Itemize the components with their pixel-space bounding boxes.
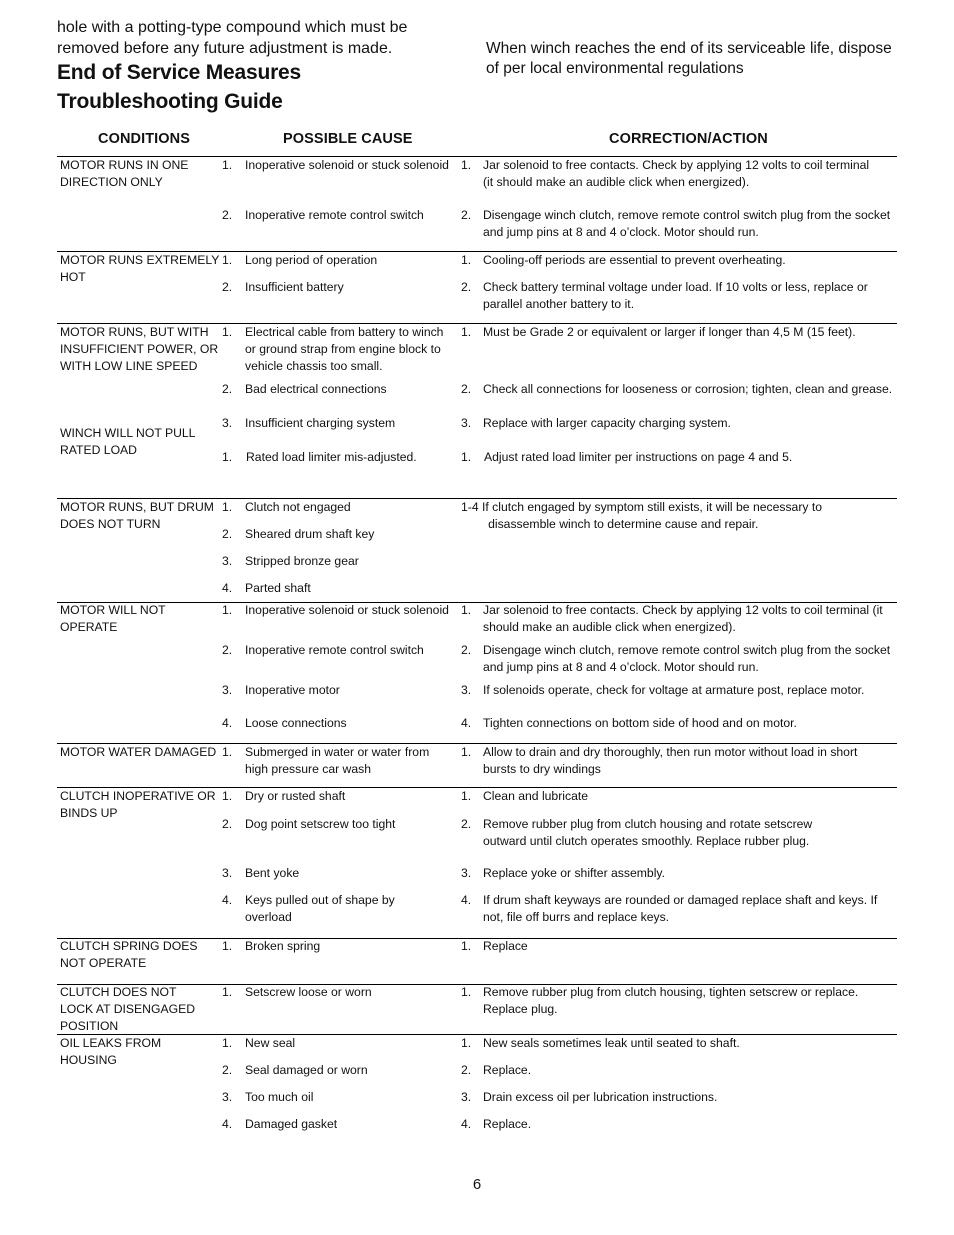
cause-number: 1. [222, 158, 233, 172]
cause-cell: Inoperative solenoid or stuck solenoid [245, 158, 449, 172]
cause-number: 1. [222, 985, 233, 999]
action-number: 2. [461, 1063, 472, 1077]
action-cell: Remove rubber plug from clutch housing and rotate setscrew outward until clutch operates smoothly. Replace rubber plug. [483, 817, 813, 848]
action-cell: Jar solenoid to free contacts. Check by applying 12 volts to coil terminal (it should make an audible click when energized). [483, 158, 870, 189]
action-number: 1. [461, 253, 472, 267]
action-number: 2. [461, 382, 472, 396]
cause-number: 4. [222, 1117, 233, 1131]
page-number: 6 [472, 1176, 482, 1193]
condition-cell: CLUTCH SPRING DOES NOT OPERATE [60, 939, 198, 970]
cause-cell: Rated load limiter mis-adjusted. [246, 450, 417, 464]
action-number: 1. [461, 939, 472, 953]
action-cell: Tighten connections on bottom side of hood and on motor. [483, 716, 797, 730]
action-cell: Adjust rated load limiter per instructions on page 4 and 5. [484, 450, 793, 464]
cause-cell: Broken spring [245, 939, 321, 953]
action-cell: Disengage winch clutch, remove remote control switch plug from the socket and jump pins at 8 and 4 o’clock. Motor should run. [483, 208, 891, 239]
cause-cell: Loose connections [245, 716, 347, 730]
cause-cell: Insufficient charging system [245, 416, 396, 430]
action-number: 1. [461, 1036, 472, 1050]
cause-number: 4. [222, 893, 233, 907]
condition-cell: MOTOR RUNS, BUT DRUM DOES NOT TURN [60, 500, 214, 531]
cause-number: 3. [222, 866, 233, 880]
cause-number: 3. [222, 554, 233, 568]
condition-cell: MOTOR WILL NOT OPERATE [60, 603, 166, 634]
action-cell: Cooling-off periods are essential to prevent overheating. [483, 253, 786, 267]
action-number: 4. [461, 1117, 472, 1131]
action-cell: If drum shaft keyways are rounded or damaged replace shaft and keys. If not, file off burrs and replace keys. [483, 893, 878, 924]
cause-number: 2. [222, 1063, 233, 1077]
condition-cell: MOTOR RUNS EXTREMELY HOT [60, 253, 220, 284]
cause-number: 4. [222, 716, 233, 730]
condition-cell: OIL LEAKS FROM HOUSING [60, 1036, 162, 1067]
action-number: 2. [461, 817, 472, 831]
action-number: 1. [461, 325, 472, 339]
cause-number: 2. [222, 208, 233, 222]
cause-cell: Dry or rusted shaft [245, 789, 346, 803]
cause-number: 2. [222, 280, 233, 294]
cause-number: 1. [222, 789, 233, 803]
action-number: 1. [461, 985, 472, 999]
cause-cell: Inoperative solenoid or stuck solenoid [245, 603, 449, 617]
action-number: 1. [461, 450, 472, 464]
heading-troubleshooting: Troubleshooting Guide [57, 90, 283, 113]
cause-number: 3. [222, 416, 233, 430]
cause-number: 1. [222, 253, 233, 267]
cause-cell: Setscrew loose or worn [245, 985, 372, 999]
action-cell: Remove rubber plug from clutch housing, tighten setscrew or replace. Replace plug. [483, 985, 859, 1016]
cause-number: 1. [222, 1036, 233, 1050]
action-cell: Replace yoke or shifter assembly. [483, 866, 665, 880]
cause-cell: Damaged gasket [245, 1117, 338, 1131]
cause-cell: Too much oil [245, 1090, 314, 1104]
action-number: 2. [461, 208, 472, 222]
cause-number: 1. [222, 745, 233, 759]
cause-number: 3. [222, 683, 233, 697]
cause-number: 1. [222, 500, 233, 514]
cause-cell: Inoperative remote control switch [245, 208, 424, 222]
condition-cell: MOTOR WATER DAMAGED [60, 745, 217, 759]
action-number: 1. [461, 745, 472, 759]
intro-left-text: hole with a potting-type compound which must be removed before any future adjustment is made. [57, 19, 408, 57]
column-header-cause: POSSIBLE CAUSE [283, 131, 413, 147]
cause-cell: New seal [245, 1036, 296, 1050]
column-header-conditions: CONDITIONS [98, 131, 191, 147]
heading-end-of-service: End of Service Measures [57, 61, 302, 84]
action-cell: New seals sometimes leak until seated to shaft. [483, 1036, 740, 1050]
action-number: 3. [461, 683, 472, 697]
cause-cell: Dog point setscrew too tight [245, 817, 396, 831]
cause-number: 1. [222, 450, 233, 464]
action-cell: Must be Grade 2 or equivalent or larger if longer than 4,5 M (15 feet). [483, 325, 856, 339]
action-number: 4. [461, 716, 472, 730]
action-cell: Replace. [483, 1117, 532, 1131]
cause-cell: Inoperative remote control switch [245, 643, 424, 657]
action-cell: Replace [483, 939, 528, 953]
cause-cell: Electrical cable from battery to winch or ground strap from engine block to vehicle chassis too small. [245, 325, 444, 373]
cause-cell: Submerged in water or water from high pressure car wash [245, 745, 430, 776]
cause-cell: Seal damaged or worn [245, 1063, 368, 1077]
action-number: 3. [461, 416, 472, 430]
cause-cell: Bad electrical connections [245, 382, 387, 396]
action-number: 3. [461, 866, 472, 880]
cause-cell: Keys pulled out of shape by overload [245, 893, 395, 924]
column-header-action: CORRECTION/ACTION [609, 131, 768, 147]
cause-number: 4. [222, 581, 233, 595]
cause-number: 3. [222, 1090, 233, 1104]
cause-cell: Bent yoke [245, 866, 300, 880]
action-number: 2. [461, 280, 472, 294]
cause-cell: Clutch not engaged [245, 500, 351, 514]
cause-number: 2. [222, 643, 233, 657]
condition-cell-secondary: WINCH WILL NOT PULL RATED LOAD [60, 426, 195, 457]
action-cell: Drain excess oil per lubrication instructions. [483, 1090, 718, 1104]
action-cell: Replace. [483, 1063, 532, 1077]
cause-cell: Inoperative motor [245, 683, 340, 697]
cause-number: 1. [222, 325, 233, 339]
action-number: 2. [461, 643, 472, 657]
action-number: 1. [461, 789, 472, 803]
cause-cell: Stripped bronze gear [245, 554, 359, 568]
cause-number: 1. [222, 939, 233, 953]
action-number: 3. [461, 1090, 472, 1104]
cause-cell: Long period of operation [245, 253, 378, 267]
action-number: 1. [461, 158, 472, 172]
intro-right-text: When winch reaches the end of its serviceable life, dispose of per local environmental regulations [486, 40, 892, 77]
action-cell: Clean and lubricate [483, 789, 589, 803]
cause-number: 2. [222, 817, 233, 831]
cause-cell: Insufficient battery [245, 280, 344, 294]
cause-number: 1. [222, 603, 233, 617]
condition-cell: CLUTCH DOES NOT LOCK AT DISENGAGED POSITION [60, 985, 196, 1033]
cause-cell: Parted shaft [245, 581, 311, 595]
action-cell: If solenoids operate, check for voltage at armature post, replace motor. [483, 683, 865, 697]
action-number: 4. [461, 893, 472, 907]
condition-cell: CLUTCH INOPERATIVE OR BINDS UP [60, 789, 216, 820]
action-cell: Replace with larger capacity charging system. [483, 416, 731, 430]
action-cell: Disengage winch clutch, remove remote control switch plug from the socket and jump pins at 8 and 4 o’clock. Motor should run. [483, 643, 891, 674]
cause-number: 2. [222, 527, 233, 541]
action-cell: 1-4 If clutch engaged by symptom still exists, it will be necessary to disassemble winch to determine cause and repair. [461, 500, 823, 531]
action-cell: Check battery terminal voltage under load. If 10 volts or less, replace or parallel another battery to it. [483, 280, 868, 311]
action-cell: Check all connections for looseness or corrosion; tighten, clean and grease. [483, 382, 893, 396]
cause-number: 2. [222, 382, 233, 396]
condition-cell: MOTOR RUNS, BUT WITH INSUFFICIENT POWER, OR WITH LOW LINE SPEED [60, 325, 219, 373]
action-number: 1. [461, 603, 472, 617]
action-cell: Jar solenoid to free contacts. Check by applying 12 volts to coil terminal (it should make an audible click when energized). [483, 603, 883, 634]
action-cell: Allow to drain and dry thoroughly, then run motor without load in short bursts to dry windings [483, 745, 858, 776]
cause-cell: Sheared drum shaft key [245, 527, 375, 541]
condition-cell: MOTOR RUNS IN ONE DIRECTION ONLY [60, 158, 189, 189]
